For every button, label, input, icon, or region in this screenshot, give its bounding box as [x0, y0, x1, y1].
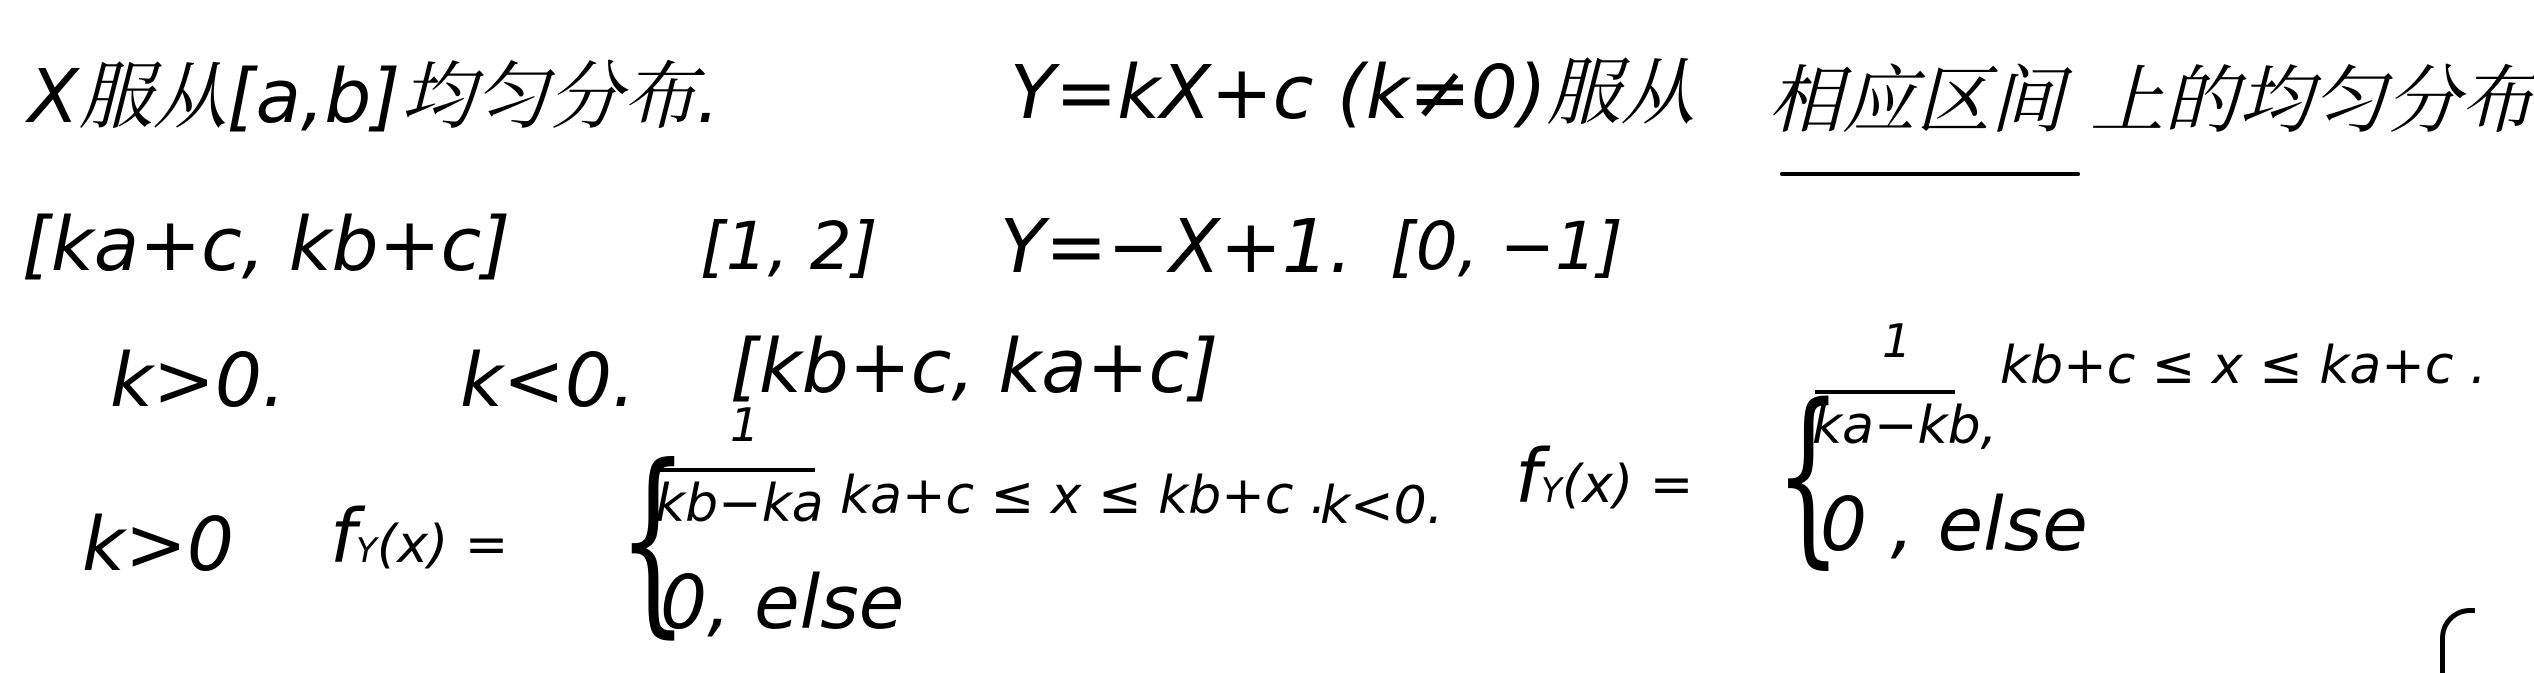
pdf-neg-condition: k<0.	[1320, 476, 1444, 536]
corresponding-interval-emphasis: 相应区间	[1768, 58, 2064, 144]
pdf-neg-fraction-bar	[1815, 390, 1955, 394]
uniform-distribution-tail: 上的均匀分布	[2090, 58, 2534, 144]
example-transform: Y=−X+1.	[1000, 204, 1353, 290]
pdf-pos-subscript: Y	[356, 531, 377, 571]
pdf-neg-brace: {	[1775, 364, 1842, 585]
pdf-neg-numerator: 1	[1882, 314, 1912, 368]
pdf-pos-condition: k>0	[82, 502, 234, 588]
pdf-pos-case2: 0, else	[660, 560, 905, 646]
pdf-neg-denominator: ka−kb,	[1812, 396, 1998, 456]
y-linear-definition: Y=kX+c (k≠0)服从	[1010, 50, 1695, 136]
x-uniform-statement: X服从[a,b]均匀分布.	[28, 54, 720, 140]
pdf-neg-arg: (x) =	[1561, 455, 1694, 515]
interval-k-negative: [kb+c, ka+c]	[730, 324, 1219, 410]
emphasis-underline	[1780, 172, 2080, 176]
case-k-positive-label: k>0.	[110, 338, 286, 424]
pdf-pos-fraction-bar	[655, 468, 815, 472]
pdf-pos-numerator: 1	[730, 398, 760, 452]
pdf-neg-f: f	[1515, 434, 1542, 520]
pdf-neg-case1-range: kb+c ≤ x ≤ ka+c .	[2000, 336, 2487, 396]
pdf-pos-brace: {	[618, 423, 688, 656]
case-k-negative-label: k<0.	[460, 338, 636, 424]
pdf-neg-lhs	[1515, 434, 1694, 520]
pdf-neg-case2: 0 , else	[1820, 482, 2088, 568]
pdf-pos-lhs	[330, 494, 509, 580]
example-result-interval: [0, −1]	[1390, 208, 1623, 285]
example-interval: [1, 2]	[700, 208, 878, 285]
pdf-pos-arg: (x) =	[376, 515, 509, 575]
stray-pen-mark	[2440, 608, 2475, 673]
pdf-pos-denominator: kb−ka	[655, 474, 824, 534]
pdf-pos-f: f	[330, 494, 357, 580]
pdf-neg-subscript: Y	[1541, 471, 1562, 511]
pdf-pos-case1-range: ka+c ≤ x ≤ kb+c .	[840, 466, 1327, 526]
interval-k-positive: [ka+c, kb+c]	[22, 202, 511, 288]
